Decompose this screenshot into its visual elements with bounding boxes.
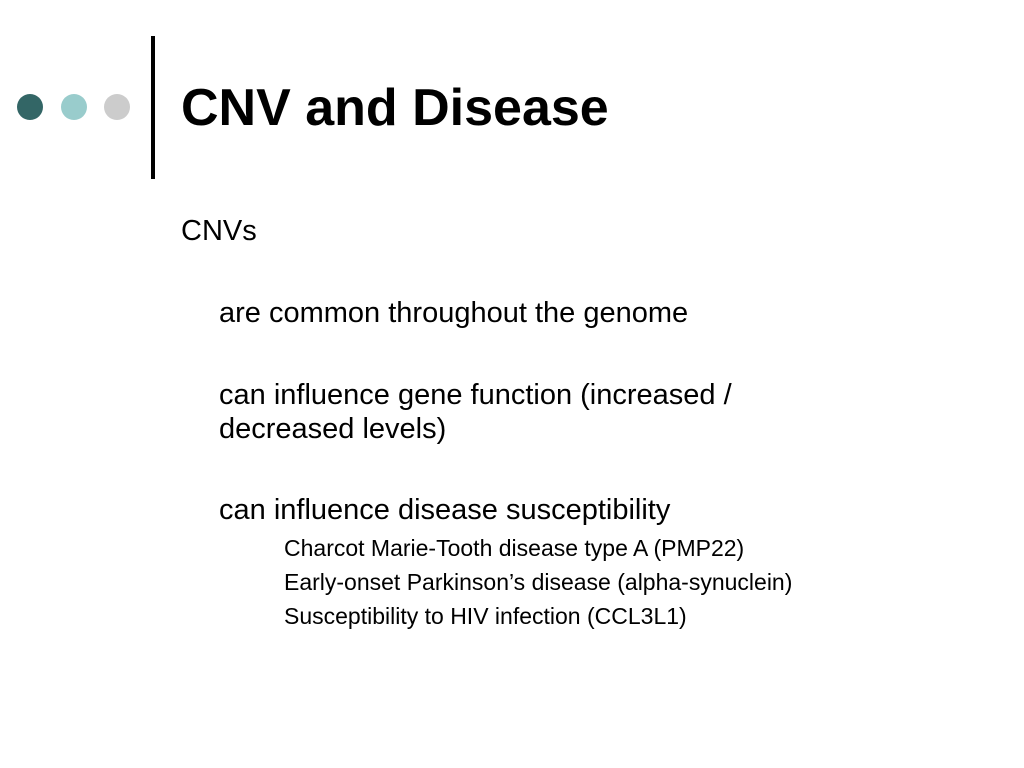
bullet-heading: CNVs: [181, 215, 257, 247]
bullet-common: are common throughout the genome: [219, 297, 689, 329]
bullet-gene-function-line-2: decreased levels): [219, 413, 447, 445]
bullet-disease-susceptibility: can influence disease susceptibility: [219, 494, 671, 526]
decor-dot-gray: [104, 94, 130, 120]
bullet-gene-function: [219, 378, 732, 446]
decor-dot-dark: [17, 94, 43, 120]
sub-bullet-hiv: Susceptibility to HIV infection (CCL3L1): [284, 603, 687, 629]
sub-bullet-parkinsons: Early-onset Parkinson’s disease (alpha-synuclein): [284, 569, 793, 595]
slide-title: CNV and Disease: [181, 79, 609, 137]
title-divider: [151, 36, 155, 179]
bullet-gene-function-line-1: can influence gene function (increased /: [219, 379, 732, 411]
sub-bullet-charcot: Charcot Marie-Tooth disease type A (PMP22): [284, 535, 745, 561]
decor-dot-light-teal: [61, 94, 87, 120]
